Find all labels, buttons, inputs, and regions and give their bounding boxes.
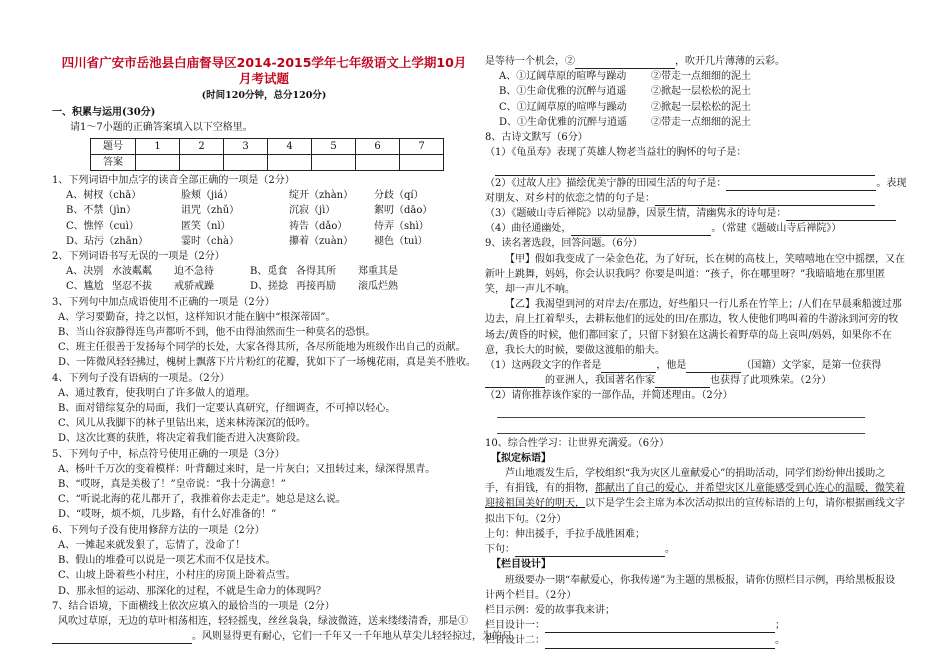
table-cell: 6 (356, 138, 400, 154)
question-text: （4）曲径通幽处， (485, 223, 572, 235)
question-6-stem: 6、下列句子没有使用修辞方法的一项是（2分） (52, 524, 265, 536)
answer-blank[interactable] (571, 224, 711, 236)
option-word: 郑重其是 (358, 266, 398, 278)
question-6-option-d: D、那永恒的运动、那深化的过程，不就是生命力的体现吗？ (58, 585, 327, 597)
question-9-passage-yi: 【乙】我渴望到河的对岸去/在那边，好些船只一行儿系在竹竿上；/人们在早晨乘船渡过那边去，肩上扛着犁头，去耕耘他们的远处的田/在那边，牧人使他们鸣叫着的牛游泳到河旁的牧场去/黄昏的时候，他们都回家了，只留下豺狼在这满长着野草的岛上哀叫/妈妈，如果你不在意，我长大的时候，要做这渡船的船夫。 (485, 299, 902, 356)
question-8-item-4 (485, 221, 905, 236)
option-word: B、不禁（jìn） (66, 205, 137, 217)
question-8-item-2b (485, 191, 905, 206)
answer-blank[interactable] (545, 621, 775, 633)
question-7-option-c (485, 100, 905, 115)
question-8-item-1: （1）《龟虽寿》表现了英雄人物老当益壮的胸怀的句子是： (485, 147, 747, 159)
option-word: A、树杈（chā） (66, 190, 142, 202)
question-9-item-1b (485, 373, 905, 388)
option-word: 霎时（chà） (181, 235, 240, 247)
question-8-item-2 (485, 176, 905, 191)
question-3-stem: 3、下列句中加点成语使用不正确的一项是（2分） (52, 296, 275, 308)
right-column (485, 54, 905, 649)
question-10-stem: 10、综合性学习：让世界充满爱。（6分） (485, 437, 670, 449)
question-8-stem: 8、古诗文默写（6分） (485, 132, 588, 144)
table-cell: 5 (312, 138, 356, 154)
option-word: D、玷污（zhān） (66, 235, 149, 247)
table-cell: 3 (224, 138, 268, 154)
question-2-stem: 2、下列词语书写无误的一项是（2分） (52, 251, 225, 263)
question-7-option-d (485, 115, 905, 130)
question-5-option-b: B、“哎呀，真是美极了！”皇帝说：“我十分满意！” (58, 479, 286, 491)
question-4-option-a: A、通过教育，使我明白了许多做人的道理。 (58, 387, 256, 399)
question-8-item-3 (485, 206, 905, 221)
option-text: B、①生命优雅的沉醉与逍遥 (499, 86, 627, 98)
option-word: B、觅食 (250, 266, 288, 278)
option-word: 祷告（dǎo） (289, 220, 348, 232)
answer-line[interactable] (497, 420, 865, 434)
question-text: 。表现 (876, 177, 907, 189)
option-word: 再接再励 (296, 281, 336, 293)
question-text: ，他是 (656, 360, 687, 372)
option-text: ②带走一点细细的泥土 (651, 71, 751, 83)
answer-table (90, 138, 444, 171)
option-word: C、尴尬 (66, 281, 104, 293)
question-text: 的亚洲人，我国著名作家 (545, 375, 655, 387)
question-7-continued (485, 54, 905, 69)
question-4-stem: 4、下列句子没有语病的一项是。（2分） (52, 372, 230, 384)
table-row (91, 154, 444, 170)
question-10-design-1: 栏目设计一： ； (485, 618, 905, 633)
answer-blank[interactable] (655, 194, 875, 206)
option-text: ②带走一点细细的泥土 (651, 116, 751, 128)
option-word: 脸颊（jiá） (181, 190, 234, 202)
answer-cell[interactable] (136, 154, 180, 170)
option-word: 戒骄戒躁 (174, 281, 214, 293)
answer-blank[interactable] (655, 376, 710, 388)
option-word: 匿笑（nì） (181, 220, 231, 232)
option-word: 絮叨（dāo） (374, 205, 433, 217)
question-2-options-cd (52, 279, 476, 294)
table-row (91, 138, 444, 154)
option-word: 褪色（tuì） (374, 235, 428, 247)
question-text: 下句： (485, 544, 515, 556)
answer-blank[interactable] (515, 545, 665, 557)
question-10-paragraph-2: 班级要办一期“奉献爱心，你我传递”为主题的黑板报，请你仿照栏目示例，再给黑板报设计两个栏目。（2分） (485, 574, 896, 601)
question-3-option-d: D、一阵微风轻轻拂过，槐树上飘落下片片粉红的花瓣，犹如下了一场槐花雨，真是美不胜收。 (58, 357, 477, 369)
option-word: 滚瓜烂熟 (358, 281, 398, 293)
answer-blank[interactable] (545, 637, 775, 649)
question-7-option-a (485, 69, 905, 84)
answer-cell[interactable] (312, 154, 356, 170)
answer-blank[interactable] (495, 164, 875, 176)
answer-blank[interactable] (52, 632, 192, 644)
table-cell: 2 (180, 138, 224, 154)
table-cell: 7 (400, 138, 444, 154)
option-word: 绽开（zhàn） (289, 190, 354, 202)
question-6-option-b: B、假山的堆叠可以说是一项艺术而不仅是技术。 (58, 555, 276, 567)
table-cell: 1 (136, 138, 180, 154)
question-8-item-1-line (485, 160, 905, 175)
question-7-passage-line-1: 风吹过草原，无边的草叶相荡相连，轻轻摇曳，丝丝袅袅，绿波微涟，送来缕缕清香，那是① (58, 615, 468, 627)
question-4-option-d: D、这次比赛的获胜，将决定着我们能否进入决赛阶段。 (58, 433, 307, 445)
question-4-option-b: B、面对错综复杂的局面，我们一定要认真研究，仔细调查，不可掉以轻心。 (58, 403, 396, 415)
answer-cell[interactable] (356, 154, 400, 170)
answer-blank[interactable] (485, 376, 545, 388)
underlined-text: 都献出了自己的爱心，并希望灾区儿童能感受到心连心的温暖，微笑着迎接祖国美好的明天， (485, 483, 905, 510)
question-text: （3）《题破山寺后禅院》以动显静，因景生情，清幽隽永的诗句是： (485, 208, 787, 220)
option-word: 迫不急待 (174, 266, 214, 278)
table-cell: 4 (268, 138, 312, 154)
option-word: 坚忍不拔 (112, 281, 152, 293)
question-10-upper-line: 上句：伸出援手，手拉手战胜困难； (485, 528, 645, 540)
question-7-stem: 7、结合语境，下面横线上依次应填入的最恰当的一项是（2分） (52, 600, 335, 612)
question-10-example: 栏目示例：爱的故事我来讲； (485, 604, 615, 616)
question-text: 。（常建《题破山寺后禅院》） (711, 223, 842, 235)
title-line-2: 月考试题 (238, 71, 289, 86)
option-text: C、①辽阔草原的喧哗与躁动 (499, 101, 627, 113)
answer-cell[interactable] (224, 154, 268, 170)
option-word: A、决别 (66, 266, 104, 278)
answer-blank[interactable] (601, 361, 656, 373)
question-5-stem: 5、下列句子中，标点符号使用正确的一项是（3分） (52, 448, 285, 460)
question-text: 对朋友、对乡村的依恋之情的句子是： (485, 192, 655, 204)
passage-text: 。风则显得更有耐心，它们一千年又一千年地从草尖儿轻轻掠过，为的只 (192, 631, 512, 643)
passage-text: ，吹开几片薄薄的云彩。 (675, 56, 785, 67)
exam-title (52, 55, 476, 87)
question-9-passage-jia: 【甲】假如我变成了一朵金色花，为了好玩，长在树的高枝上，笑嘻嘻地在空中摇摆，又在新叶上跳舞，妈妈，你会认识我吗？你要是叫道：“孩子，你在哪里呀？”我暗暗地在那里匿笑，却一声儿不响。 (485, 253, 905, 296)
option-word: 分歧（qí） (374, 190, 424, 202)
option-word: 诅咒（zhǔ） (181, 205, 240, 217)
question-text: 栏目设计一： (485, 620, 545, 632)
question-10-tag-column: 【栏目设计】 (491, 559, 551, 571)
question-6-option-c: C、山坡上卧着些小村庄，小村庄的房顶上卧着点雪。 (58, 570, 296, 582)
question-text: （国籍）文学家，是第一位获得 (741, 360, 882, 372)
question-3-option-a: A、学习要勤奋，持之以恒，这样知识才能在脑中“根深蒂固”。 (58, 311, 336, 323)
option-word: 沉寂（jì） (289, 205, 336, 217)
question-5-option-a: A、杨叶千万次的变着模样：叶背翻过来时，是一片灰白；又扭转过来，绿深得黑青。 (58, 463, 436, 475)
option-word: 各得其所 (296, 266, 336, 278)
question-10-paragraph-1 (485, 466, 905, 527)
answer-cell[interactable] (400, 154, 444, 170)
question-9-stem: 9、读名著选段，回答问题。（6分） (485, 238, 643, 250)
answer-blank[interactable] (786, 209, 896, 221)
exam-subtitle: (时间120分钟，总分120分) (201, 90, 327, 101)
question-1-option-a (52, 188, 476, 203)
option-word: 攥着（zuàn） (289, 235, 354, 247)
question-5-option-d: D、“哎呀，烦不烦，几步路，有什么好准备的！” (58, 509, 277, 521)
question-1-option-c (52, 219, 476, 234)
answer-blank[interactable] (726, 179, 876, 191)
option-text: ②掀起一层松松的泥土 (651, 86, 751, 98)
option-word: C、憔悴（cuì） (66, 220, 139, 232)
table-cell: 题号 (91, 138, 136, 154)
question-9-item-1 (485, 358, 905, 373)
question-1-option-b (52, 203, 476, 218)
option-text: ②掀起一层松松的泥土 (651, 101, 751, 113)
question-3-option-c: C、班主任很善于发扬每个同学的长处，大家各得其所，各尽所能地为班级作出自己的贡献。 (58, 342, 466, 354)
question-text: （1）这两段文字的作者是 (485, 360, 602, 372)
option-word: 侍弄（shì） (374, 220, 429, 232)
option-text: A、①辽阔草原的喧哗与躁动 (499, 71, 627, 83)
answer-line[interactable] (497, 404, 865, 418)
question-3-option-b: B、当山谷寂静得连鸟声都听不到，他不由得油然而生一种莫名的恐惧。 (58, 327, 376, 339)
question-text: 也获得了此项殊荣。（2分） (710, 375, 832, 387)
option-word: D、搓捻 (250, 281, 289, 293)
option-text: D、①生命优雅的沉醉与逍遥 (499, 116, 628, 128)
title-line-1: 四川省广安市岳池县白庙督导区2014-2015学年七年级语文上学期10月 (61, 55, 467, 70)
question-4-option-c: C、风儿从我脚下的林子里钻出来，送来林涛深沉的低吟。 (58, 418, 316, 430)
table-cell: 答案 (91, 154, 136, 170)
answer-cell[interactable] (180, 154, 224, 170)
question-10-lower-line: 下句： 。 (485, 542, 905, 557)
question-6-option-a: A、一摊起来就发狠了，忘情了，没命了！ (58, 539, 246, 551)
question-text: 栏目设计二： (485, 635, 545, 647)
question-10-tag-slogan: 【拟定标语】 (491, 452, 551, 464)
question-9-item-2: （2）请你推荐该作家的一部作品，并简述理由。（2分） (485, 390, 733, 402)
passage-text: 是等待一个机会，② (485, 56, 575, 67)
answer-blank[interactable] (575, 57, 675, 69)
answer-cell[interactable] (268, 154, 312, 170)
section-heading: 一、积累与运用(30分) (52, 107, 156, 119)
question-7-passage-line-2 (52, 629, 512, 644)
question-7-option-b (485, 84, 905, 99)
answer-blank[interactable] (686, 361, 741, 373)
question-text: 以下是学生会主席为本次活动拟出的宣传标语的上句，请你根据画线文字拟出下句。（2分） (485, 498, 905, 525)
table-instruction: 请1～7小题的正确答案填入以下空格里。 (70, 122, 253, 134)
question-2-options-ab (52, 264, 476, 279)
question-text: （2）《过故人庄》描绘优美宁静的田园生活的句子是： (485, 177, 727, 189)
question-5-option-c: C、“听说北海的花儿都开了，我推着你去走走”。她总是这么说。 (58, 494, 346, 506)
question-1-stem: 1、下列词语中加点字的读音全部正确的一项是（2分） (52, 175, 295, 187)
question-1-option-d (52, 234, 476, 249)
option-word: 水波粼粼 (112, 266, 152, 278)
question-10-design-2: 栏目设计二： 。 (485, 633, 905, 648)
question-text: 芦山地震发生后，学校组织“我为灾区儿童献爱心”的捐助活动，同学们纷纷伸出援助之手，有捐钱，有的捐物， (485, 468, 886, 495)
